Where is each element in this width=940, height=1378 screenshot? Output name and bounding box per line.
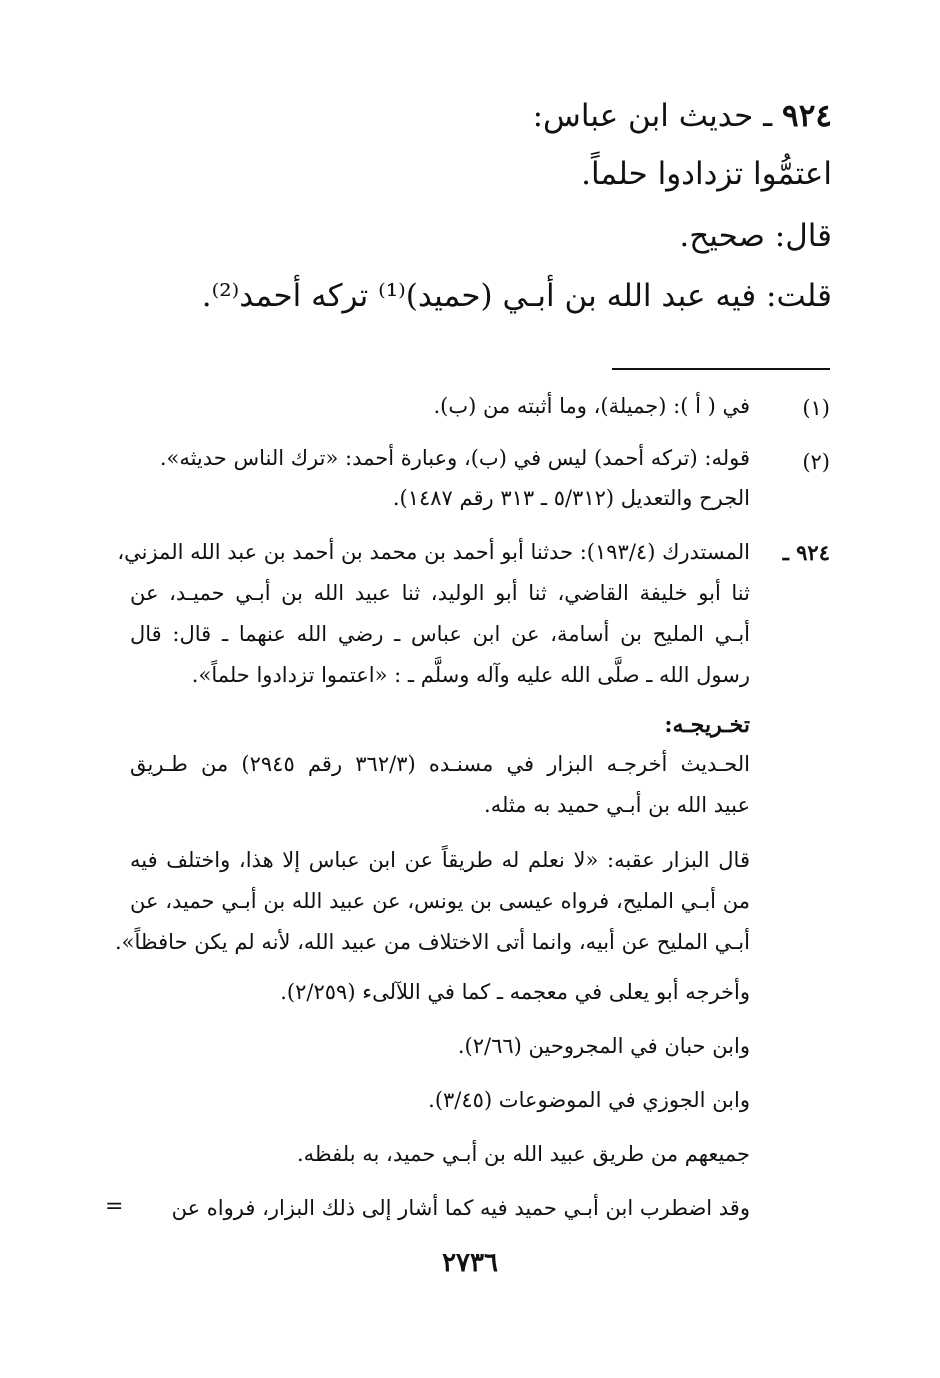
- takhrij-line: وابن الجوزي في الموضوعات (٣/٤٥).: [428, 1088, 750, 1112]
- hadith-number: ٩٢٤: [782, 98, 832, 134]
- takhrij-line: وقد اضطرب ابن أبـي حميد فيه كما أشار إلى ذلك البزار، فرواه عن: [171, 1196, 750, 1220]
- takhrij-line: عبيد الله بن أبـي حميد به مثله.: [484, 793, 750, 817]
- hadith-title-line: [533, 98, 832, 134]
- continuation-mark: =: [105, 1194, 124, 1219]
- hadith-text: اعتمُّوا تزدادوا حلماً.: [581, 156, 832, 192]
- footnote-number: (٢): [802, 450, 830, 474]
- takhrij-line: أبـي المليح عن أبيه، وانما أتى الاختلاف من عبيد الله، لأنه لم يكن حافظاً».: [114, 930, 750, 954]
- takhrij-line: جميعهم من طريق عبيد الله بن أبـي حميد، به بلفظه.: [297, 1142, 750, 1166]
- takhrij-heading: تخـريجـه:: [664, 712, 750, 738]
- footnote-number: (١): [802, 396, 830, 420]
- takhrij-paragraph-1: [130, 744, 750, 826]
- hadith-verdict: قال: صحيح.: [679, 218, 832, 254]
- takhrij-line: قال البزار عقبه: «لا نعلم له طريقاً عن ابن عباس إلا هذا، واختلف فيه: [130, 848, 750, 872]
- takhrij-line: الحـديث أخرجـه البزار في مسنـده (٣٦٢/٣ رقم ٢٩٤٥) من طـريق: [130, 752, 751, 776]
- footnote-text: في ( أ ): (جميلة)، وما أثبته من (ب).: [433, 394, 750, 418]
- source-number: ٩٢٤ ـ: [782, 540, 830, 565]
- takhrij-line: من أبـي المليح، فرواه عيسى بن يونس، عن عبيد الله بن أبـي حميد، عن: [130, 889, 750, 913]
- takhrij-paragraph-2: [114, 840, 750, 963]
- source-paragraph: [117, 532, 750, 696]
- hadith-comment: قلت: فيه عبد الله بن أبـي (حميد)⁽¹⁾ تركه أحمد⁽²⁾.: [201, 278, 832, 314]
- source-line: رسول الله ـ صلَّى الله عليه وآله وسلَّم ـ : «اعتموا تزدادوا حلماً».: [191, 663, 750, 687]
- source-line: أبـي المليح بن أسامة، عن ابن عباس ـ رضي الله عنهما ـ قال: قال: [130, 622, 750, 646]
- footnote-text: قوله: (تركه أحمد) ليس في (ب)، وعبارة أحمد: «ترك الناس حديثه».: [159, 446, 750, 470]
- page-number: ٢٧٣٦: [442, 1248, 498, 1278]
- source-line: ثنا أبو خليفة القاضي، ثنا أبو الوليد، ثنا عبيد الله بن أبـي حميـد، عن: [130, 581, 750, 605]
- footnote-text: الجرح والتعديل (٥/٣١٢ ـ ٣١٣ رقم ١٤٨٧).: [392, 486, 750, 510]
- source-line: المستدرك (١٩٣/٤): حدثنا أبو أحمد بن محمد بن أحمد بن عبد الله المزني،: [117, 540, 750, 564]
- footnote-separator: [612, 368, 830, 370]
- hadith-title: ـ حديث ابن عباس:: [532, 98, 773, 134]
- takhrij-line: وأخرجه أبو يعلى في معجمه ـ كما في اللآلىء (٢/٢٥٩).: [280, 980, 750, 1004]
- takhrij-line: وابن حبان في المجروحين (٢/٦٦).: [457, 1034, 750, 1058]
